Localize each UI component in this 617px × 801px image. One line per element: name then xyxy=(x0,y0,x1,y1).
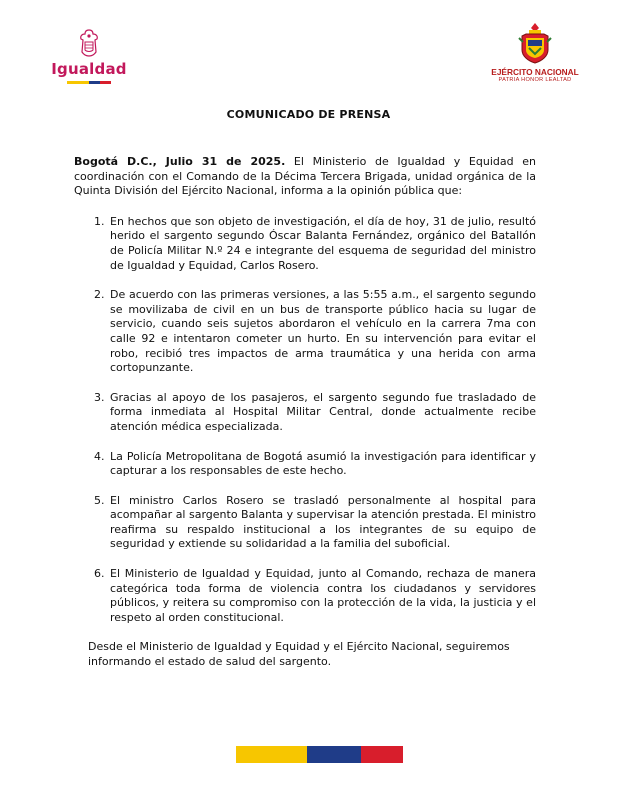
list-item: 1. En hechos que son objeto de investigación, el día de hoy, 31 de julio, resultó herido el sargento segundo Óscar Balanta Fernández, orgánico del Batallón de Policía Militar N.º 24 e integrante del esquema de seguridad del ministro de Igualdad y Equidad, Carlos Rosero. xyxy=(108,215,536,273)
ejercito-nacional-logo xyxy=(483,22,587,83)
flag-yellow-band xyxy=(236,746,307,763)
list-item: 6. El Ministerio de Igualdad y Equidad, junto al Comando, rechaza de manera categórica toda forma de violencia contra los ciudadanos y servidores públicos, y reitera su compromiso con la protección de la vida, la justicia y el respeto al orden constitucional. xyxy=(108,567,536,625)
footer-flag-bar xyxy=(236,746,403,763)
igualdad-wordmark: Igualdad xyxy=(51,60,127,78)
document-title: COMUNICADO DE PRENSA xyxy=(226,108,391,121)
numbered-list xyxy=(74,215,536,626)
colombian-shield-icon xyxy=(76,28,102,58)
colombia-flag-stripe xyxy=(67,81,111,84)
list-item: 2. De acuerdo con las primeras versiones, a las 5:55 a.m., el sargento segundo se movilizaba de civil en un bus de transporte público hacia su lugar de servicio, cuando seis sujetos abordaron el vehículo en la carrera 7ma con calle 92 e intentaron cometer un hurto. En su intervención para evitar el robo, recibió tres impactos de arma traumática y una herida con arma cortopunzante. xyxy=(108,288,536,376)
closing-paragraph: Desde el Ministerio de Igualdad y Equidad y el Ejército Nacional, seguiremos informando el estado de salud del sargento. xyxy=(88,640,510,669)
army-crest-icon xyxy=(517,22,553,64)
army-name: EJÉRCITO NACIONAL xyxy=(491,67,579,77)
date-lead: Bogotá D.C., Julio 31 de 2025. xyxy=(74,155,286,168)
page-header xyxy=(0,0,617,100)
igualdad-logo xyxy=(44,28,134,98)
intro-paragraph xyxy=(74,155,536,199)
list-item: 3. Gracias al apoyo de los pasajeros, el sargento segundo fue trasladado de forma inmediata al Hospital Militar Central, donde actualmente recibe atención médica especializada. xyxy=(108,391,536,435)
intro-text: El Ministerio de Igualdad y Equidad en coordinación con el Comando de la Décima Tercera Brigada, unidad orgánica de la Quinta División del Ejército Nacional, informa a la opinión pública que: xyxy=(74,155,537,198)
flag-blue-band xyxy=(307,746,361,763)
list-item: 4. La Policía Metropolitana de Bogotá asumió la investigación para identificar y capturar a los responsables de este hecho. xyxy=(108,450,536,479)
document-body xyxy=(74,155,536,670)
army-motto: PATRIA HONOR LEALTAD xyxy=(498,77,572,83)
list-item: 5. El ministro Carlos Rosero se trasladó personalmente al hospital para acompañar al sargento Balanta y supervisar la atención prestada. El ministro reafirma su respaldo institucional a los integrantes de su equipo de seguridad y extiende su solidaridad a la familia del suboficial. xyxy=(108,494,536,552)
flag-red-band xyxy=(361,746,403,763)
